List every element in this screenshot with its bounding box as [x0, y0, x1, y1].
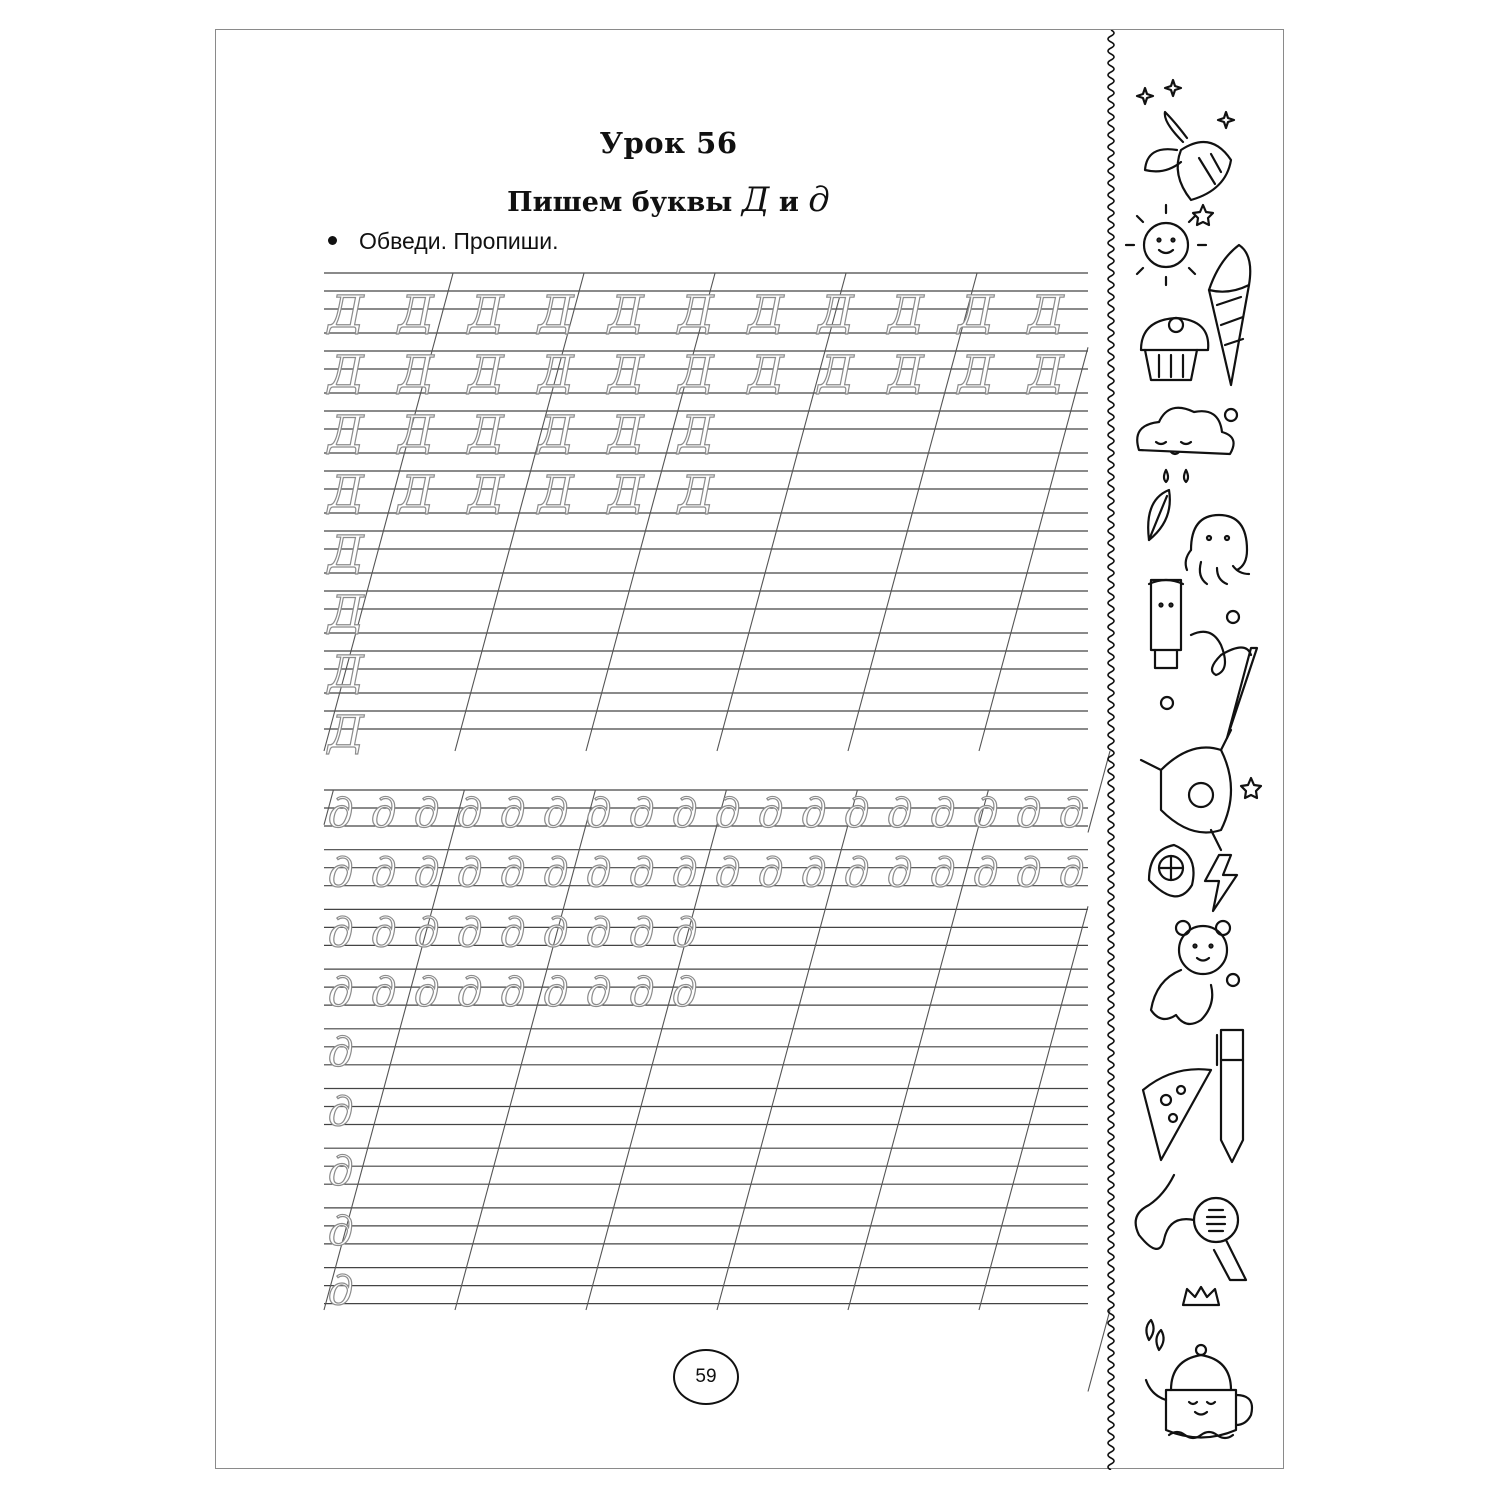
traced-lower-letter: д [500, 970, 526, 1017]
traced-lower-letter: д [414, 850, 440, 897]
traced-lower-letter: д [1016, 791, 1042, 837]
drops-icon [1146, 1320, 1163, 1350]
traced-lower-letter: д [328, 1089, 354, 1136]
leaf-icon [1148, 490, 1170, 540]
traced-upper-letter: Д [678, 347, 714, 398]
traced-upper-letter: Д [328, 407, 364, 458]
ice-cream-icon [1209, 245, 1250, 385]
traced-lower-letter: д [930, 791, 956, 837]
needle-icon [1161, 632, 1257, 738]
traced-upper-letter: Д [468, 287, 504, 338]
page-number: 59 [673, 1349, 739, 1405]
traced-upper-letter: Д [678, 407, 714, 458]
traced-lower-letter: д [328, 1208, 354, 1255]
traced-upper-letter: Д [958, 347, 994, 398]
sun-icon [1126, 205, 1206, 285]
traced-upper-letter: Д [398, 467, 434, 518]
traced-lower-letter: д [758, 850, 784, 897]
traced-lower-letter: д [328, 1268, 354, 1315]
traced-lower-letter: д [672, 791, 698, 837]
traced-lower-letter: д [543, 850, 569, 897]
traced-upper-letter: Д [398, 287, 434, 338]
subtitle-conj: и [778, 187, 799, 218]
traced-lower-letter: д [801, 791, 827, 837]
slant-line [979, 906, 1088, 1310]
pizza-icon [1143, 1069, 1211, 1160]
letter-lower: д [808, 180, 830, 220]
subtitle-prefix: Пишем буквы [507, 187, 733, 218]
rocket-icon [1141, 730, 1231, 850]
crown-icon [1183, 1287, 1219, 1305]
traced-lower-letter: д [500, 850, 526, 897]
traced-upper-letter: Д [608, 287, 644, 338]
wavy-line [1108, 30, 1114, 1470]
beet-icon [1145, 112, 1231, 200]
traced-lower-letter: д [586, 791, 612, 837]
traced-upper-letter: Д [748, 287, 784, 338]
traced-lower-letter: д [414, 791, 440, 837]
traced-upper-letter: Д [398, 407, 434, 458]
traced-upper-letter: Д [538, 467, 574, 518]
traced-lower-letter: д [586, 970, 612, 1017]
traced-upper-letter: Д [538, 287, 574, 338]
traced-lower-letter: д [586, 850, 612, 897]
traced-upper-letter: Д [818, 347, 854, 398]
traced-lower-letter: д [371, 970, 397, 1017]
lemon-icon [1149, 845, 1194, 896]
traced-lower-letter: д [457, 791, 483, 837]
decorative-wavy-border [1101, 30, 1121, 1470]
traced-lower-letter: д [328, 850, 354, 897]
traced-lower-letter: д [500, 791, 526, 837]
traced-lower-letter: д [844, 791, 870, 837]
traced-lower-letter: д [973, 791, 999, 837]
traced-upper-letter: Д [818, 287, 854, 338]
traced-lower-letter: д [1059, 791, 1085, 837]
traced-lower-letter: д [586, 910, 612, 957]
pen-icon [1217, 1030, 1243, 1162]
traced-lower-letter: д [1059, 850, 1085, 897]
traced-lower-letter: д [930, 850, 956, 897]
paint-tube-icon [1149, 580, 1239, 668]
hair-dryer-icon [1136, 1175, 1246, 1280]
traced-lower-letter: д [973, 850, 999, 897]
traced-lower-letter: д [801, 850, 827, 897]
traced-lower-letter: д [328, 970, 354, 1017]
traced-upper-letter: Д [538, 347, 574, 398]
traced-upper-letter: Д [678, 287, 714, 338]
traced-upper-letter: Д [678, 467, 714, 518]
traced-lower-letter: д [672, 970, 698, 1017]
traced-upper-letter: Д [328, 527, 364, 578]
traced-lower-letter: д [887, 850, 913, 897]
traced-upper-letter: Д [328, 647, 364, 698]
traced-lower-letter: д [758, 791, 784, 837]
bear-icon [1151, 921, 1239, 1024]
traced-lower-letter: д [629, 910, 655, 957]
traced-lower-letter: д [371, 791, 397, 837]
traced-lower-letter: д [629, 970, 655, 1017]
traced-upper-letter: Д [608, 407, 644, 458]
slant-line [717, 273, 846, 751]
traced-lower-letter: д [328, 791, 354, 837]
cupcake-icon [1141, 318, 1208, 380]
traced-lower-letter: д [414, 970, 440, 1017]
traced-lower-letter: д [371, 850, 397, 897]
traced-lower-letter: д [371, 910, 397, 957]
traced-lower-letter: д [500, 910, 526, 957]
traced-lower-letter: д [1016, 850, 1042, 897]
traced-lower-letter: д [844, 850, 870, 897]
traced-lower-letter: д [328, 1149, 354, 1196]
traced-lower-letter: д [457, 850, 483, 897]
letter-upper: Д [741, 180, 770, 220]
traced-upper-letter: Д [888, 287, 924, 338]
traced-lower-letter: д [543, 970, 569, 1017]
traced-lower-letter: д [715, 791, 741, 837]
traced-upper-letter: Д [1028, 287, 1064, 338]
traced-lower-letter: д [457, 910, 483, 957]
traced-upper-letter: Д [398, 347, 434, 398]
traced-upper-letter: Д [468, 407, 504, 458]
traced-lower-letter: д [457, 970, 483, 1017]
traced-lower-letter: д [715, 850, 741, 897]
traced-lower-letter: д [543, 910, 569, 957]
cloud-icon [1137, 408, 1237, 482]
traced-upper-letter: Д [1028, 347, 1064, 398]
traced-upper-letter: Д [468, 347, 504, 398]
star-icon-2 [1241, 778, 1261, 798]
traced-lower-letter: д [328, 1029, 354, 1076]
traced-upper-letter: Д [608, 347, 644, 398]
traced-upper-letter: Д [958, 287, 994, 338]
teapot-icon [1146, 1345, 1252, 1438]
traced-lower-letter: д [543, 791, 569, 837]
octopus-icon [1186, 515, 1249, 584]
traced-upper-letter: Д [328, 587, 364, 638]
traced-upper-letter: Д [608, 467, 644, 518]
traced-upper-letter: Д [538, 407, 574, 458]
traced-lower-letter: д [629, 850, 655, 897]
traced-upper-letter: Д [328, 347, 364, 398]
instruction-text: Обведи. Пропиши. [359, 228, 559, 254]
traced-lower-letter: д [887, 791, 913, 837]
workbook-page [215, 29, 1284, 1469]
traced-upper-letter: Д [748, 347, 784, 398]
lesson-title: Урок 56 [599, 126, 738, 160]
traced-upper-letter: Д [328, 467, 364, 518]
lightning-icon [1205, 855, 1237, 911]
traced-lower-letter: д [414, 910, 440, 957]
traced-lower-letter: д [328, 910, 354, 957]
traced-upper-letter: Д [328, 287, 364, 338]
traced-lower-letter: д [672, 850, 698, 897]
traced-lower-letter: д [672, 910, 698, 957]
traced-upper-letter: Д [888, 347, 924, 398]
star-icon [1193, 205, 1213, 225]
traced-upper-letter: Д [468, 467, 504, 518]
slant-line [848, 273, 977, 751]
sparkles-icon [1137, 80, 1234, 128]
doodle-column [1121, 50, 1285, 1470]
traced-upper-letter: Д [328, 707, 364, 758]
traced-lower-letter: д [629, 791, 655, 837]
